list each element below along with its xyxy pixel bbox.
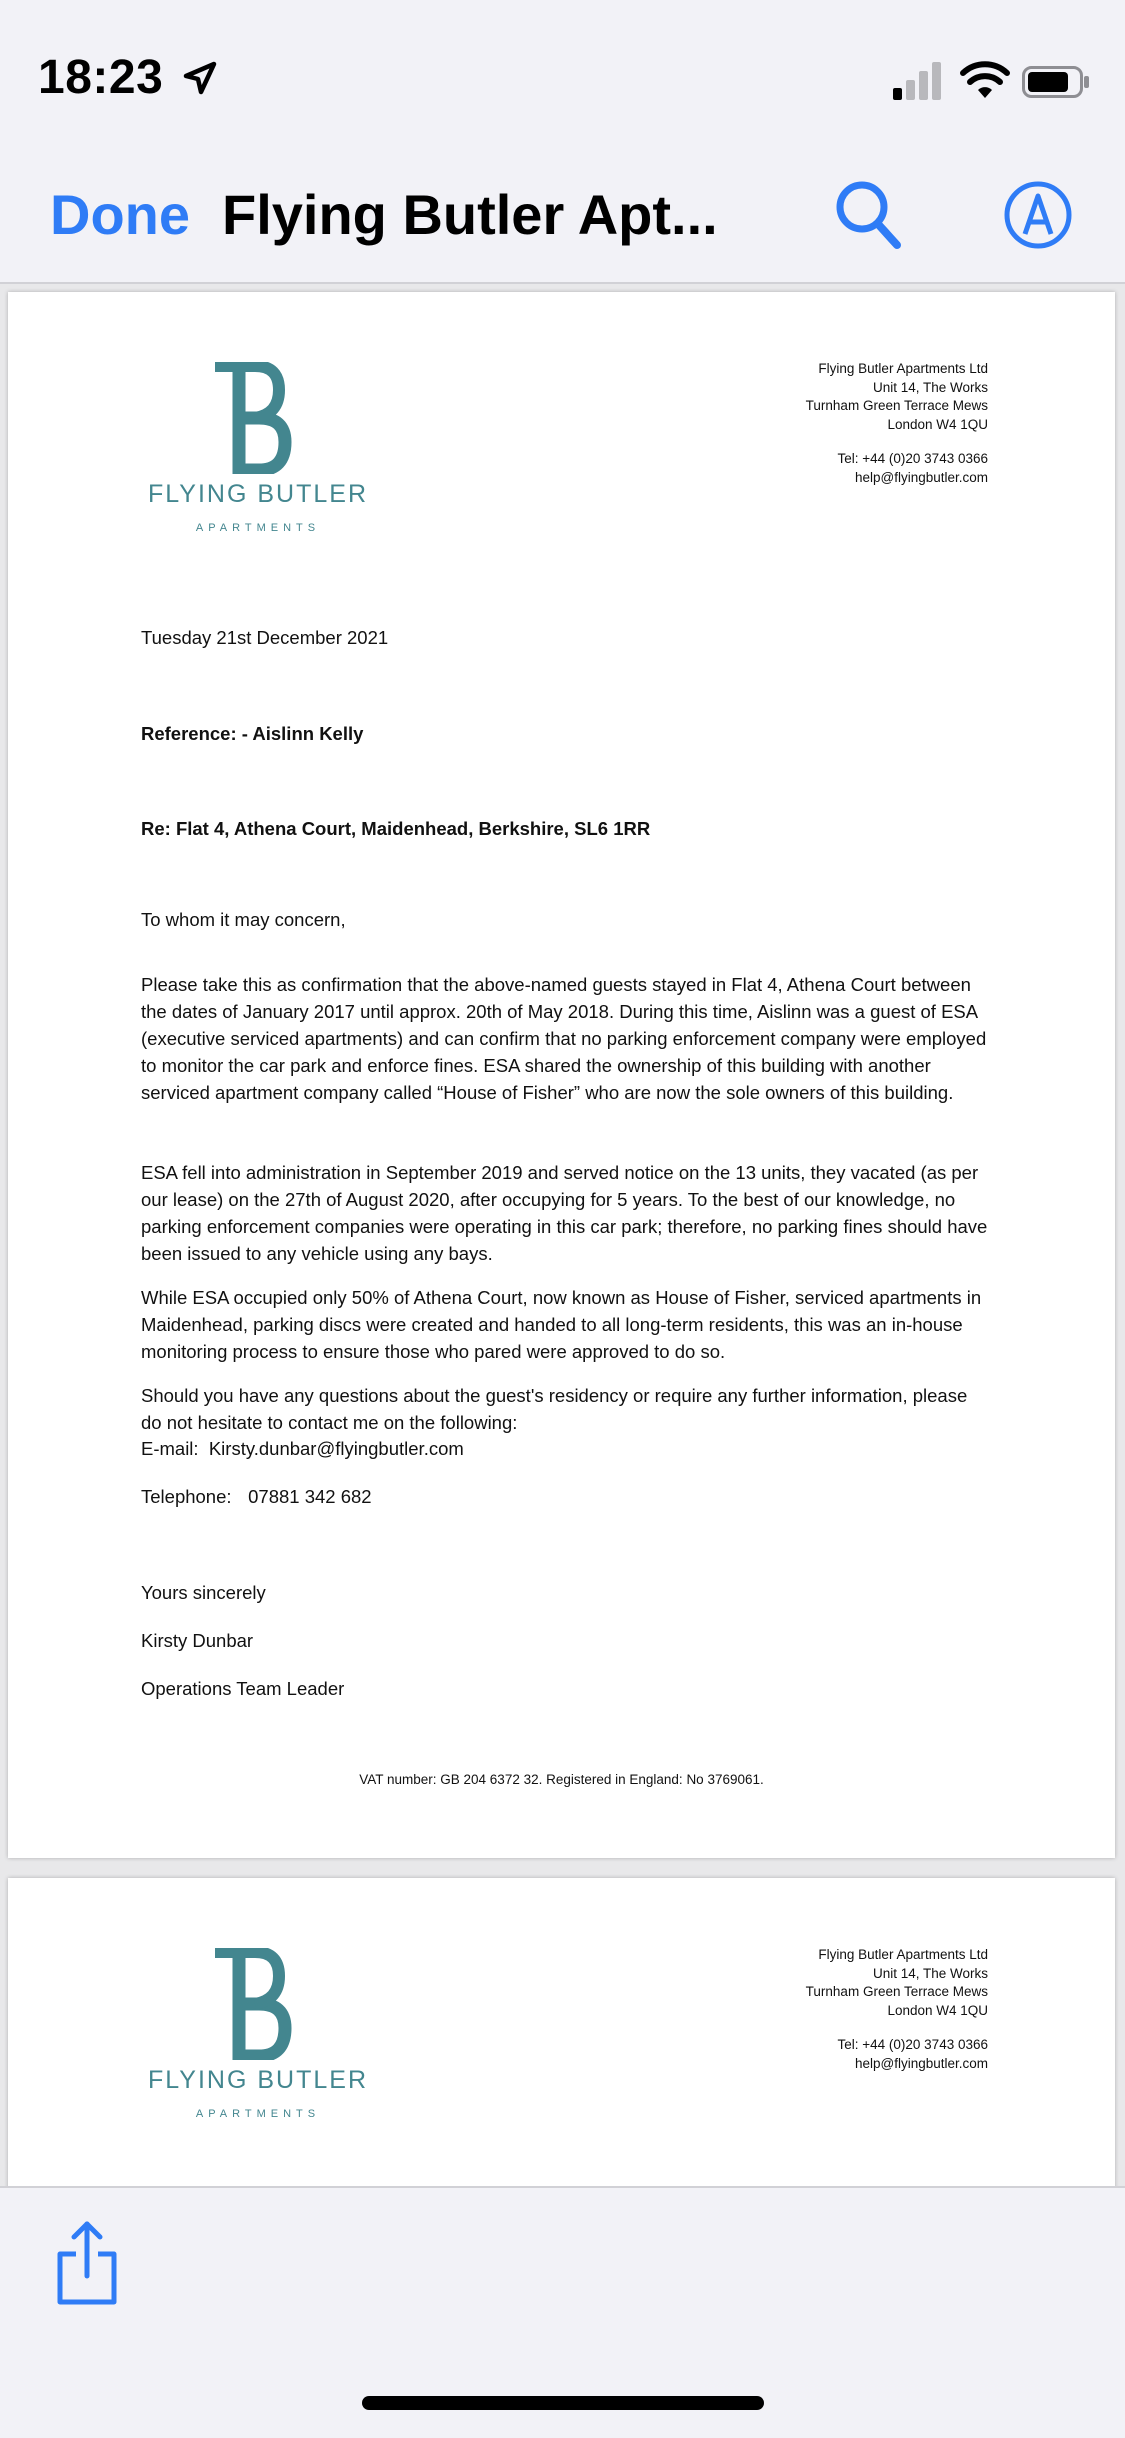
company-email: help@flyingbutler.com [854, 469, 988, 485]
address-line: London W4 1QU [887, 416, 988, 432]
status-bar [0, 0, 1125, 150]
letterhead-address [806, 1946, 988, 2073]
email-label: E-mail: [141, 1438, 199, 1459]
telephone-label: Telephone: [141, 1486, 232, 1507]
letter-paragraph: ESA fell into administration in September 2019 and served notice on the 13 units, they vacated (as per our lease) on the 27th of August 2020, after occupying for 5 years. To the best of our knowledge, no parking enforcement companies were operating in this car park; therefore, no parking fines should have been issued to any vehicle using any bays. [141, 1161, 988, 1264]
letter-date: Tuesday 21st December 2021 [141, 627, 389, 648]
company-name: Flying Butler Apartments Ltd [818, 361, 988, 376]
cellular-signal-icon [893, 62, 943, 100]
company-logo [143, 1948, 383, 2120]
company-logo [143, 362, 383, 534]
logo-mark [215, 362, 295, 474]
logo-mark [215, 1948, 295, 2060]
contact-email-line [141, 1435, 991, 1462]
document-title: Flying Butler Apt... [222, 183, 718, 246]
signer-name: Kirsty Dunbar [141, 1630, 254, 1651]
company-telephone: Tel: +44 (0)20 3743 0366 [837, 2037, 988, 2052]
company-email: help@flyingbutler.com [854, 2055, 988, 2071]
letterhead-address [806, 360, 988, 487]
brand-name: FLYING BUTLER [147, 2066, 369, 2094]
address-line: Unit 14, The Works [872, 379, 988, 395]
document-page [8, 292, 1115, 1858]
share-icon[interactable] [52, 2218, 122, 2308]
brand-subtitle: APARTMENTS [195, 2108, 321, 2120]
company-name: Flying Butler Apartments Ltd [818, 1947, 988, 1962]
letter-subject: Re: Flat 4, Athena Court, Maidenhead, Berkshire, SL6 1RR [141, 818, 651, 839]
letter-reference: Reference: - Aislinn Kelly [141, 723, 364, 744]
telephone-value: 07881 342 682 [248, 1486, 372, 1507]
letter-salutation: To whom it may concern, [141, 909, 346, 930]
address-line: Turnham Green Terrace Mews [805, 398, 988, 413]
address-line: Unit 14, The Works [872, 1965, 988, 1981]
location-arrow-icon [180, 58, 220, 98]
signer-role: Operations Team Leader [141, 1678, 345, 1699]
wifi-icon [960, 60, 1010, 100]
home-indicator[interactable] [362, 2396, 764, 2410]
address-line: London W4 1QU [887, 2002, 988, 2018]
letter-paragraph: Should you have any questions about the guest's residency or require any further information, please do not hesitate to contact me on the following: [141, 1384, 968, 1433]
brand-subtitle: APARTMENTS [195, 522, 321, 534]
battery-icon [1022, 66, 1090, 98]
document-viewer[interactable] [0, 284, 1125, 2186]
letter-closing: Yours sincerely [141, 1582, 266, 1603]
letter-paragraph: Please take this as confirmation that the above-named guests stayed in Flat 4, Athena Court between the dates of January 2017 until approx. 20th of May 2018. During this time, Aislinn was a guest of ESA (executive serviced apartments) and can confirm that no parking enforcement company were employed to monitor the car park and enforce fines. ESA shared the ownership of this building with another serviced apartment company called “House of Fisher” who are now the sole owners of this building. [141, 973, 987, 1103]
email-value: Kirsty.dunbar@flyingbutler.com [208, 1438, 464, 1459]
document-page [8, 1878, 1115, 2186]
search-icon[interactable] [833, 178, 903, 252]
letter-paragraph: While ESA occupied only 50% of Athena Court, now known as House of Fisher, serviced apartments in Maidenhead, parking discs were created and handed to all long-term residents, this was an in-house monitoring process to ensure those who pared were approved to do so. [141, 1286, 982, 1362]
vat-footer: VAT number: GB 204 6372 32. Registered in England: No 3769061. [359, 1772, 764, 1787]
brand-name: FLYING BUTLER [147, 480, 369, 508]
markup-icon[interactable] [1003, 180, 1073, 250]
company-telephone: Tel: +44 (0)20 3743 0366 [837, 451, 988, 466]
done-button[interactable]: Done [50, 183, 190, 246]
contact-telephone-line [141, 1483, 991, 1510]
status-time: 18:23 [38, 51, 164, 104]
address-line: Turnham Green Terrace Mews [805, 1984, 988, 1999]
